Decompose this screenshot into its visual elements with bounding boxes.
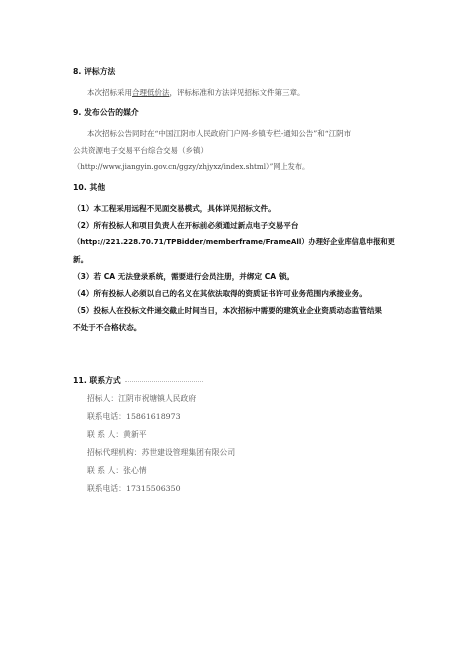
other-item-1: （1）本工程采用远程不见面交易模式，具体详见招标文件。 <box>73 204 276 213</box>
contact-phone-1: 联系电话：15861618973 <box>87 412 181 421</box>
other-item-2-url-line: （http://221.228.70.71/TPBidder/memberframe/FrameAll）办理好企业库信息申报和更 <box>73 237 395 246</box>
section-8-text <box>87 87 305 98</box>
evaluation-method-link: 合理低价法 <box>132 88 170 97</box>
other-item-5-cont: 不处于不合格状态。 <box>73 323 142 332</box>
section-11-title <box>73 375 203 386</box>
other-item-2: （2）所有投标人和项目负责人在开标前必须通过新点电子交易平台 <box>73 221 299 230</box>
dotted-leader <box>125 381 203 382</box>
section-9-line-2: 公共资源电子交易平台综合交易（乡镇） <box>73 146 208 155</box>
section-8-text-post: ，评标标准和方法详见招标文件第三章。 <box>169 88 305 97</box>
other-item-5: （5）投标人在投标文件递交截止时间当日，本次招标中需要的建筑业企业资质动态监管结果 <box>73 306 383 315</box>
section-8-title: 8. 评标方法 <box>73 67 116 76</box>
tender-agency: 招标代理机构：苏世建设管理集团有限公司 <box>87 448 236 457</box>
other-item-3: （3）若 CA 无法登录系统，需要进行会员注册，并绑定 CA 锁。 <box>73 272 295 281</box>
other-item-4: （4）所有投标人必须以自己的名义在其依法取得的资质证书许可业务范围内承接业务。 <box>73 289 367 298</box>
section-11-title-text: 11. 联系方式 <box>73 376 121 385</box>
section-8-text-pre: 本次招标采用 <box>87 88 132 97</box>
contact-person-1: 联 系 人：黄新平 <box>87 430 147 439</box>
contact-person-2: 联 系 人：张心情 <box>87 466 147 475</box>
section-9-title: 9. 发布公告的媒介 <box>73 108 139 117</box>
contact-phone-2: 联系电话：17315506350 <box>87 484 181 493</box>
other-item-2-cont: 新。 <box>73 255 89 264</box>
tenderer: 招标人：江阴市祝塘镇人民政府 <box>87 394 197 403</box>
section-10-title: 10. 其他 <box>73 183 106 192</box>
section-9-line-3: （http://www.jiangyin.gov.cn/ggzy/zhjyxz/index.shtml）”网上发布。 <box>73 162 310 171</box>
section-9-line-1: 本次招标公告同时在“中国江阴市人民政府门户网-乡镇专栏-通知公告”和“江阴市 <box>87 129 352 138</box>
